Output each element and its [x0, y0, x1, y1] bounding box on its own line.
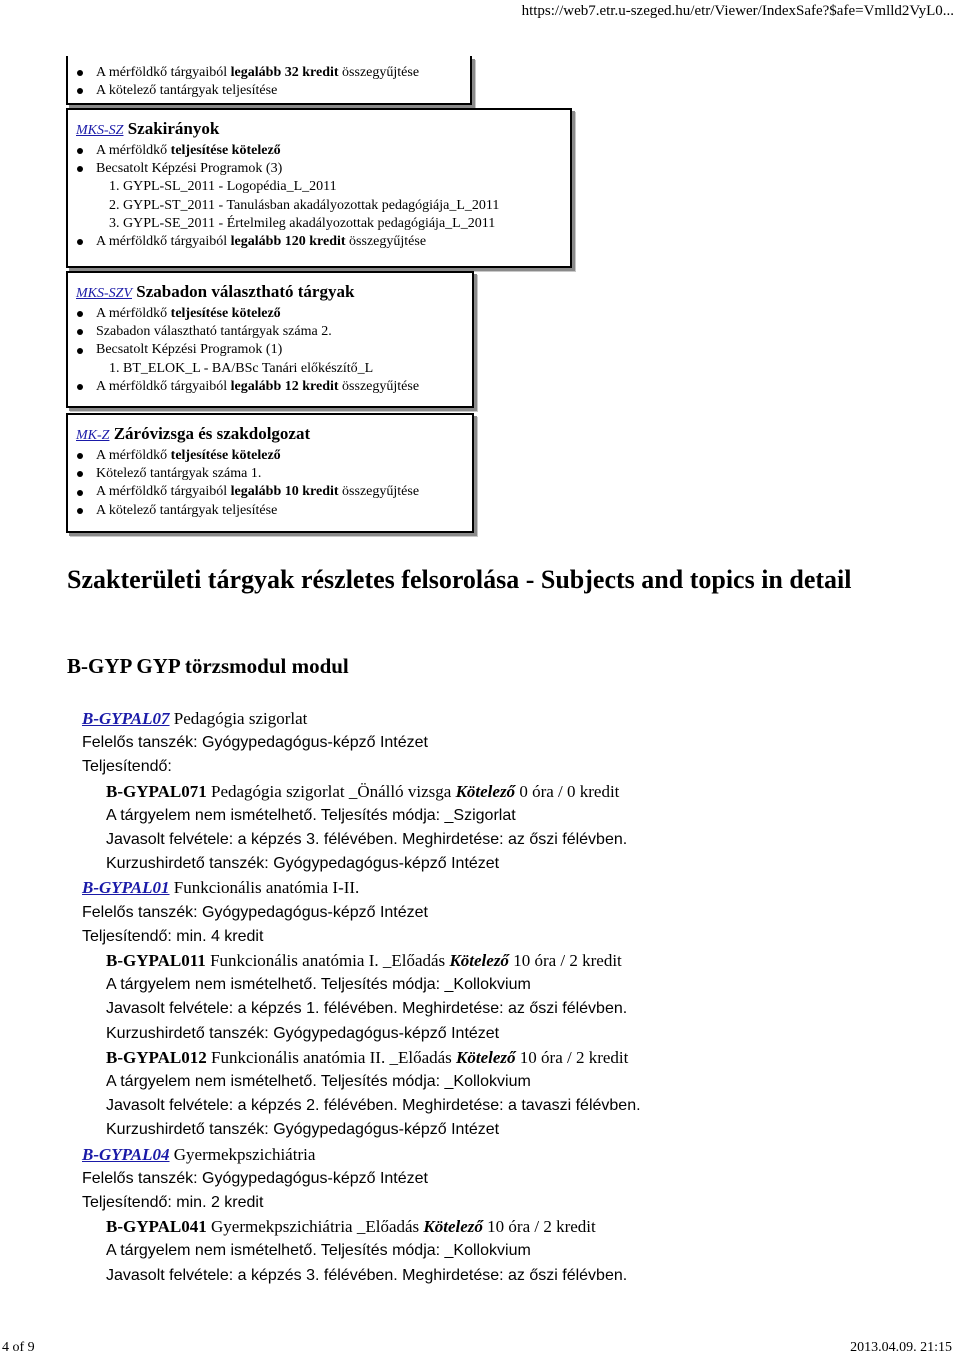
bullet-icon [77, 88, 83, 94]
list-item [76, 142, 564, 160]
list-item-text: Szabadon választható tantárgyak száma 2. [96, 324, 332, 340]
box-title [76, 118, 564, 142]
program-item: 1. GYPL-SL_2011 - Logopédia_L_2011 [109, 179, 337, 195]
box-title [76, 423, 466, 447]
bullet-icon [77, 384, 83, 390]
course-semester-info: Javasolt felvétele: a képzés 3. félévében. Meghirdetése: az őszi félévben. [106, 1266, 628, 1284]
course-desc: Gyermekpszichiátria _Előadás [206, 1217, 424, 1237]
program-item: 3. GYPL-SE_2011 - Értelmileg akadályozottak pedagógiája_L_2011 [109, 215, 496, 231]
milestone-title: Záróvizsga és szakdolgozat [113, 424, 311, 443]
course-mandatory: Kötelező [455, 781, 516, 801]
course-repeat-info: A tárgyelem nem ismételhető. Teljesítés módja: _Kollokvium [106, 1073, 531, 1091]
milestone-box-continued [66, 56, 472, 105]
program-item: 2. GYPL-ST_2011 - Tanulásban akadályozottak pedagógiája_L_2011 [109, 197, 500, 213]
course-desc: Funkcionális anatómia I. _Előadás [205, 951, 450, 971]
course-line [82, 1215, 942, 1239]
subject-requirement: Teljesítendő: min. 4 kredit [82, 927, 264, 945]
list-item-text: A mérföldkő tárgyaiból [96, 378, 228, 394]
course-line [82, 1046, 942, 1070]
bullet-icon [77, 70, 83, 76]
program-item: 1. BT_ELOK_L - BA/BSc Tanári előkészítő_L [109, 360, 374, 376]
list-item-bold: teljesítése kötelező [170, 306, 281, 321]
list-item [76, 305, 466, 323]
course-dept: Kurzushirdető tanszék: Gyógypedagógus-képző Intézet [106, 1121, 500, 1139]
subject-header [82, 707, 942, 731]
list-item-text: A mérföldkő [96, 448, 168, 463]
bullet-icon [77, 329, 83, 335]
course-repeat-info: A tárgyelem nem ismételhető. Teljesítés módja: _Kollokvium [106, 1242, 531, 1260]
subject-code-link[interactable]: B-GYPAL01 [82, 878, 170, 898]
list-item-text: összegyűjtése [342, 484, 420, 500]
subject-dept: Felelős tanszék: Gyógypedagógus-képző Intézet [82, 903, 428, 921]
list-item-text: A kötelező tantárgyak teljesítése [96, 502, 278, 518]
list-item-text: A mérföldkő tárgyaiból [96, 484, 228, 500]
list-item-text: A mérföldkő tárgyaiból [96, 65, 228, 80]
course-dept: Kurzushirdető tanszék: Gyógypedagógus-képző Intézet [106, 855, 500, 873]
list-item [76, 323, 466, 341]
page-url: https://web7.etr.u-szeged.hu/etr/Viewer/IndexSafe?$afe=Vmlld2VyL0... [521, 3, 954, 19]
bullet-icon [77, 148, 83, 154]
list-item-text: A kötelező tantárgyak teljesítése [96, 83, 278, 99]
milestone-code-link[interactable]: MKS-SZ [76, 123, 124, 138]
course-hours: 10 óra / 2 kredit [515, 1047, 629, 1067]
box-title [76, 281, 466, 305]
page-number: 4 of 9 [2, 1340, 35, 1355]
course-desc: Pedagógia szigorlat _Önálló vizsga [206, 781, 456, 801]
list-item-bold: teljesítése kötelező [170, 143, 281, 158]
course-desc: Funkcionális anatómia II. _Előadás [206, 1047, 457, 1067]
list-item [76, 502, 466, 520]
list-item-bold: legalább 32 kredit [230, 65, 339, 80]
bullet-icon [77, 166, 83, 172]
subject-header [82, 876, 942, 900]
subject-details [82, 707, 942, 1288]
list-item-bold: legalább 10 kredit [230, 484, 339, 500]
list-item-text: Becsatolt Képzési Programok (3) [96, 161, 283, 177]
subject-code-link[interactable]: B-GYPAL04 [82, 1144, 170, 1164]
subject-dept: Felelős tanszék: Gyógypedagógus-képző Intézet [82, 1169, 428, 1187]
section-heading: Szakterületi tárgyak részletes felsorolása - Subjects and topics in detail [67, 565, 852, 594]
list-item [76, 233, 564, 251]
list-item [76, 82, 464, 100]
subject-requirement: Teljesítendő: [82, 758, 172, 776]
list-item-text: összegyűjtése [342, 65, 420, 80]
course-repeat-info: A tárgyelem nem ismételhető. Teljesítés módja: _Kollokvium [106, 976, 531, 994]
course-mandatory: Kötelező [423, 1217, 483, 1237]
subject-name: Pedagógia szigorlat [169, 709, 308, 728]
milestone-code-link[interactable]: MKS-SZV [76, 286, 132, 301]
list-item [76, 378, 466, 396]
subject-dept: Felelős tanszék: Gyógypedagógus-képző Intézet [82, 734, 428, 752]
list-item-bold: legalább 12 kredit [230, 378, 339, 394]
bullet-icon [77, 453, 83, 459]
milestone-box-szabadon [66, 271, 474, 408]
list-item-text: összegyűjtése [349, 234, 427, 250]
print-timestamp: 2013.04.09. 21:15 [850, 1340, 952, 1355]
bullet-icon [77, 490, 83, 496]
course-mandatory: Kötelező [456, 1047, 516, 1067]
milestone-code-link[interactable]: MK-Z [76, 428, 110, 443]
milestone-title: Szabadon választható tárgyak [136, 282, 355, 301]
list-item [76, 447, 466, 465]
course-dept: Kurzushirdető tanszék: Gyógypedagógus-képző Intézet [106, 1024, 500, 1042]
list-item-bold: legalább 120 kredit [230, 234, 346, 250]
milestone-title: Szakirányok [127, 119, 220, 138]
subject-name: Gyermekpszichiátria [169, 1144, 316, 1164]
bullet-icon [77, 508, 83, 514]
list-item-text: Kötelező tantárgyak száma 1. [96, 466, 262, 482]
list-item [76, 465, 466, 483]
list-item-text: Becsatolt Képzési Programok (1) [96, 342, 283, 358]
course-semester-info: Javasolt felvétele: a képzés 2. félévében. Meghirdetése: a tavaszi félévben. [106, 1097, 641, 1115]
course-hours: 10 óra / 2 kredit [508, 951, 622, 971]
subject-code-link[interactable]: B-GYPAL07 [82, 709, 170, 728]
subject-name: Funkcionális anatómia I-II. [169, 878, 360, 898]
course-hours: 10 óra / 2 kredit [482, 1217, 596, 1237]
list-item [76, 160, 564, 178]
milestone-box-zarovizsga [66, 413, 474, 533]
milestone-box-szakiranyok [66, 108, 572, 268]
bullet-icon [77, 348, 83, 354]
course-mandatory: Kötelező [449, 951, 509, 971]
list-item-text: A mérföldkő tárgyaiból [96, 234, 228, 250]
course-code: B-GYPAL071 [106, 781, 207, 801]
course-code: B-GYPAL011 [106, 951, 206, 971]
course-code: B-GYPAL041 [106, 1217, 207, 1237]
list-item-bold: teljesítése kötelező [170, 448, 281, 463]
list-item-text: A mérföldkő [96, 143, 168, 158]
bullet-icon [77, 471, 83, 477]
module-heading: B-GYP GYP törzsmodul modul [67, 654, 349, 678]
subject-header [82, 1143, 942, 1167]
list-item [76, 483, 466, 501]
course-semester-info: Javasolt felvétele: a képzés 3. félévében. Meghirdetése: az őszi félévben. [106, 831, 628, 849]
subject-requirement: Teljesítendő: min. 2 kredit [82, 1194, 264, 1212]
list-item [76, 64, 464, 82]
bullet-icon [77, 239, 83, 245]
course-line [82, 949, 942, 973]
list-item [76, 341, 466, 359]
course-semester-info: Javasolt felvétele: a képzés 1. félévében. Meghirdetése: az őszi félévben. [106, 1000, 628, 1018]
list-item-text: A mérföldkő [96, 306, 168, 321]
bullet-icon [77, 311, 83, 317]
course-repeat-info: A tárgyelem nem ismételhető. Teljesítés módja: _Szigorlat [106, 806, 516, 824]
list-item-text: összegyűjtése [342, 378, 420, 394]
course-hours: 0 óra / 0 kredit [515, 781, 620, 801]
course-code: B-GYPAL012 [106, 1047, 207, 1067]
course-line [82, 780, 942, 804]
